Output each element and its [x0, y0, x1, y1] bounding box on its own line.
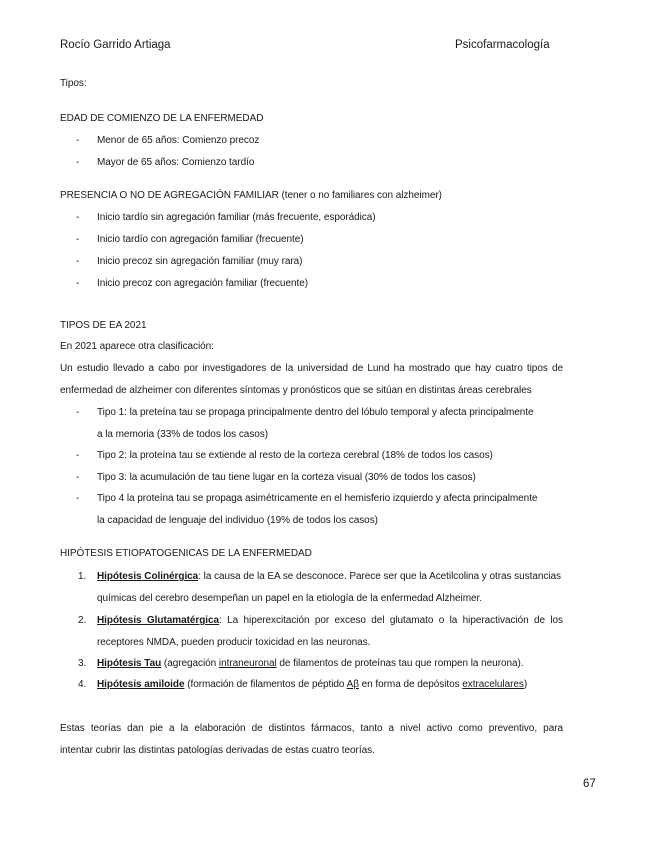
bullet-dash: - [76, 493, 80, 504]
hypothesis-line: Hipótesis Colinérgica: la causa de la EA se desconoce. Parece ser que la Acetilcolina y otras sustancias [97, 571, 561, 582]
intro-text: Tipos: [60, 78, 87, 89]
hypothesis-title: Hipótesis Glutamatérgica [97, 615, 220, 626]
type1-line: a la memoria (33% de todos los casos) [97, 429, 269, 440]
type4-line: Tipo 4 la proteína tau se propaga asimétricamente en el hemisferio izquierdo y afecta principalmente [97, 493, 538, 504]
types-heading: TIPOS DE EA 2021 [60, 320, 147, 331]
hypothesis-line: Hipótesis Glutamatérgica: La hiperexcitación por exceso del glutamato o la hiperactivación de los [97, 615, 563, 626]
bullet-dash: - [76, 278, 80, 289]
onset-item: Menor de 65 años: Comienzo precoz [97, 135, 260, 146]
type4-line: la capacidad de lenguaje del individuo (19% de todos los casos) [97, 515, 378, 526]
hypothesis-title: Hipótesis Colinérgica [97, 571, 199, 582]
list-number: 4. [78, 679, 87, 690]
types-intro: En 2021 aparece otra clasificación: [60, 341, 214, 352]
bullet-dash: - [76, 472, 80, 483]
page-number: 67 [583, 778, 596, 790]
bullet-dash: - [76, 212, 80, 223]
hypothesis-line: Hipótesis amiloide (formación de filamentos de péptido Aβ en forma de depósitos extracelulares) [97, 679, 528, 690]
closing-line: intentar cubrir las distintas patologías derivadas de estas cuatro teorías. [60, 745, 375, 756]
hypothesis-line: receptores NMDA, pueden producir toxicidad en las neuronas. [97, 637, 371, 648]
hypothesis-line: químicas del cerebro desempeñan un papel en la etiología de la enfermedad Alzheimer. [97, 593, 482, 604]
list-number: 1. [78, 571, 87, 582]
familial-item: Inicio tardío con agregación familiar (frecuente) [97, 234, 304, 245]
header-author: Rocío Garrido Artiaga [60, 39, 171, 51]
list-number: 2. [78, 615, 87, 626]
familial-heading: PRESENCIA O NO DE AGREGACIÓN FAMILIAR (tener o no familiares con alzheimer) [60, 190, 442, 201]
hypothesis-title: Hipótesis Tau [97, 658, 162, 669]
closing-line: Estas teorías dan pie a la elaboración de distintos fármacos, tanto a nivel activo como preventivo, para [60, 723, 563, 734]
bullet-dash: - [76, 256, 80, 267]
bullet-dash: - [76, 234, 80, 245]
hypothesis-title: Hipótesis amiloide [97, 679, 185, 690]
familial-item: Inicio precoz sin agregación familiar (muy rara) [97, 256, 303, 267]
bullet-dash: - [76, 450, 80, 461]
types-paragraph-line: enfermedad de alzheimer con diferentes síntomas y pronósticos que se sitúan en distintas áreas cerebrales [60, 385, 532, 396]
bullet-dash: - [76, 157, 80, 168]
onset-heading: EDAD DE COMIENZO DE LA ENFERMEDAD [60, 113, 264, 124]
list-number: 3. [78, 658, 87, 669]
type3-line: Tipo 3: la acumulación de tau tiene lugar en la corteza visual (30% de todos los casos) [97, 472, 476, 483]
bullet-dash: - [76, 135, 80, 146]
bullet-dash: - [76, 407, 80, 418]
familial-item: Inicio precoz con agregación familiar (frecuente) [97, 278, 308, 289]
types-paragraph-line: Un estudio llevado a cabo por investigadores de la universidad de Lund ha mostrado que hay cuatro tipos de [60, 363, 563, 374]
hypotheses-heading: HIPÓTESIS ETIOPATOGENICAS DE LA ENFERMEDAD [60, 548, 312, 559]
familial-item: Inicio tardío sin agregación familiar (más frecuente, esporádica) [97, 212, 376, 223]
type2-line: Tipo 2: la proteína tau se extiende al resto de la corteza cerebral (18% de todos los casos) [97, 450, 493, 461]
type1-line: Tipo 1: la preteína tau se propaga principalmente dentro del lóbulo temporal y afecta principalmente [97, 407, 534, 418]
header-subject: Psicofarmacología [455, 39, 550, 51]
hypothesis-line: Hipótesis Tau (agregación intraneuronal de filamentos de proteínas tau que rompen la neurona). [97, 658, 524, 669]
onset-item: Mayor de 65 años: Comienzo tardío [97, 157, 255, 168]
